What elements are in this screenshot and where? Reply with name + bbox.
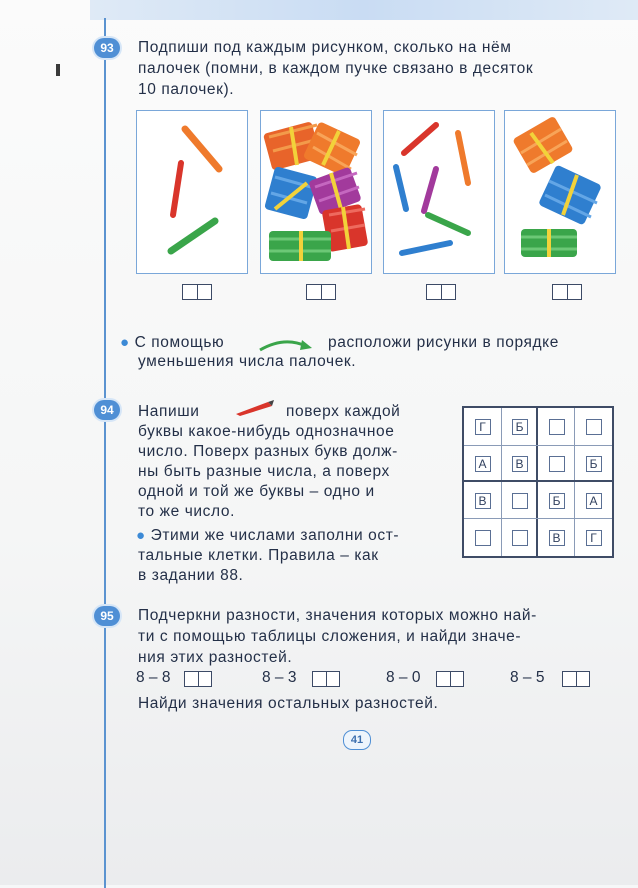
binding-mark	[56, 64, 60, 76]
sticks-picture-1	[136, 110, 248, 274]
grid-letter: А	[586, 493, 602, 509]
stick-orange	[185, 129, 219, 169]
expression-2: 8 – 3	[262, 669, 297, 686]
grid-letter: В	[475, 493, 491, 509]
grid-letter: Б	[586, 456, 602, 472]
bundle-blue	[264, 166, 318, 220]
exercise-94-bullet-text: Этими же числами заполни ост-	[150, 527, 400, 544]
grid-letter: А	[475, 456, 491, 472]
stick-red	[173, 163, 181, 215]
expression-3: 8 – 0	[386, 669, 421, 686]
sticks-picture-4	[504, 110, 616, 274]
stick-blue	[396, 167, 406, 209]
bullet-icon: ●	[136, 527, 146, 544]
grid-letter: В	[549, 530, 565, 546]
exercise-94-line2: буквы какое-нибудь однозначное	[138, 423, 395, 440]
answer-box-expression-1[interactable]	[184, 671, 212, 687]
pencil-icon	[232, 398, 276, 418]
exercise-93-bullet-line2: уменьшения числа палочек.	[138, 353, 357, 370]
grid-letter	[512, 493, 528, 509]
answer-box-expression-2[interactable]	[312, 671, 340, 687]
grid-cell-r4c2[interactable]	[501, 519, 538, 556]
grid-cell-r1c2[interactable]	[501, 408, 538, 445]
grid-letter: Г	[475, 419, 491, 435]
grid-letter: Б	[549, 493, 565, 509]
bundle-orange	[512, 116, 574, 175]
exercise-95-footer: Найди значения остальных разностей.	[138, 695, 439, 712]
exercise-94-line1b: поверх каждой	[286, 403, 401, 420]
exercise-94-bullet-line1	[136, 526, 399, 545]
bundle-blue	[538, 164, 602, 225]
grid-cell-r1c4[interactable]	[575, 408, 612, 445]
answer-box-expression-3[interactable]	[436, 671, 464, 687]
bundle-green	[269, 231, 331, 261]
grid-cell-r2c4[interactable]	[575, 445, 612, 482]
margin-line	[104, 18, 106, 888]
grid-cell-r3c1[interactable]	[464, 482, 501, 519]
grid-cell-r3c3[interactable]	[538, 482, 575, 519]
grid-cell-r4c3[interactable]	[538, 519, 575, 556]
exercise-93-line2: палочек (помни, в каждом пучке связано в десяток	[138, 60, 534, 77]
stick-red	[404, 125, 436, 153]
grid-letter: Б	[512, 419, 528, 435]
grid-letter: В	[512, 456, 528, 472]
grid-letter	[475, 530, 491, 546]
exercise-95-badge	[94, 606, 120, 626]
exercise-95-line2: ти с помощью таблицы сложения, и найди значе-	[138, 628, 522, 645]
exercise-95-line3: ния этих разностей.	[138, 649, 293, 666]
grid-cell-r2c2[interactable]	[501, 445, 538, 482]
grid-cell-r1c3[interactable]	[538, 408, 575, 445]
exercise-94-line3: число. Поверх разных букв долж-	[138, 443, 398, 460]
exercise-94-badge	[94, 400, 120, 420]
exercise-94-line4: ны быть разные числа, а поверх	[138, 463, 390, 480]
exercise-93-bullet-text-b: расположи рисунки в порядке	[328, 334, 559, 351]
sticks-picture-2	[260, 110, 372, 274]
exercise-94-line1a: Напиши	[138, 403, 200, 420]
grid-cell-r2c3[interactable]	[538, 445, 575, 482]
stick-purple	[424, 169, 436, 211]
exercise-93-bullet-text-a: С помощью	[134, 334, 225, 351]
arrow-icon	[256, 334, 316, 354]
answer-box-picture-2[interactable]	[306, 284, 336, 300]
grid-letter	[549, 419, 565, 435]
stick-blue-2	[402, 243, 450, 253]
exercise-94-number: 94	[100, 403, 114, 417]
letter-grid	[462, 406, 614, 558]
stick-green	[428, 215, 468, 233]
expression-4: 8 – 5	[510, 669, 545, 686]
exercise-95-line1: Подчеркни разности, значения которых можно най-	[138, 607, 537, 624]
answer-box-picture-3[interactable]	[426, 284, 456, 300]
exercise-93-number: 93	[100, 41, 114, 55]
page-number: 41	[343, 730, 371, 750]
stick-orange	[458, 133, 468, 183]
grid-cell-r1c1[interactable]	[464, 408, 501, 445]
bundle-green	[521, 229, 577, 257]
header-decoration	[90, 0, 638, 20]
answer-box-expression-4[interactable]	[562, 671, 590, 687]
exercise-94-line5: одной и той же буквы – одно и	[138, 483, 375, 500]
exercise-94-bullet-line2: тальные клетки. Правила – как	[138, 547, 379, 564]
stick-green	[171, 221, 215, 251]
exercise-94-line6: то же число.	[138, 503, 235, 520]
answer-box-picture-1[interactable]	[182, 284, 212, 300]
expression-1: 8 – 8	[136, 669, 171, 686]
grid-cell-r3c2[interactable]	[501, 482, 538, 519]
exercise-93-badge	[94, 38, 120, 58]
grid-letter: Г	[586, 530, 602, 546]
exercise-95-number: 95	[100, 609, 114, 623]
grid-cell-r3c4[interactable]	[575, 482, 612, 519]
grid-cell-r2c1[interactable]	[464, 445, 501, 482]
bullet-icon: ●	[120, 334, 130, 351]
exercise-93-line1: Подпиши под каждым рисунком, сколько на нём	[138, 39, 512, 56]
exercise-93-bullet	[120, 333, 224, 352]
grid-letter	[512, 530, 528, 546]
exercise-93-line3: 10 палочек).	[138, 81, 235, 98]
exercise-94-bullet-line3: в задании 88.	[138, 567, 244, 584]
grid-cell-r4c4[interactable]	[575, 519, 612, 556]
answer-box-picture-4[interactable]	[552, 284, 582, 300]
grid-letter	[549, 456, 565, 472]
sticks-picture-3	[383, 110, 495, 274]
grid-letter	[586, 419, 602, 435]
grid-cell-r4c1[interactable]	[464, 519, 501, 556]
